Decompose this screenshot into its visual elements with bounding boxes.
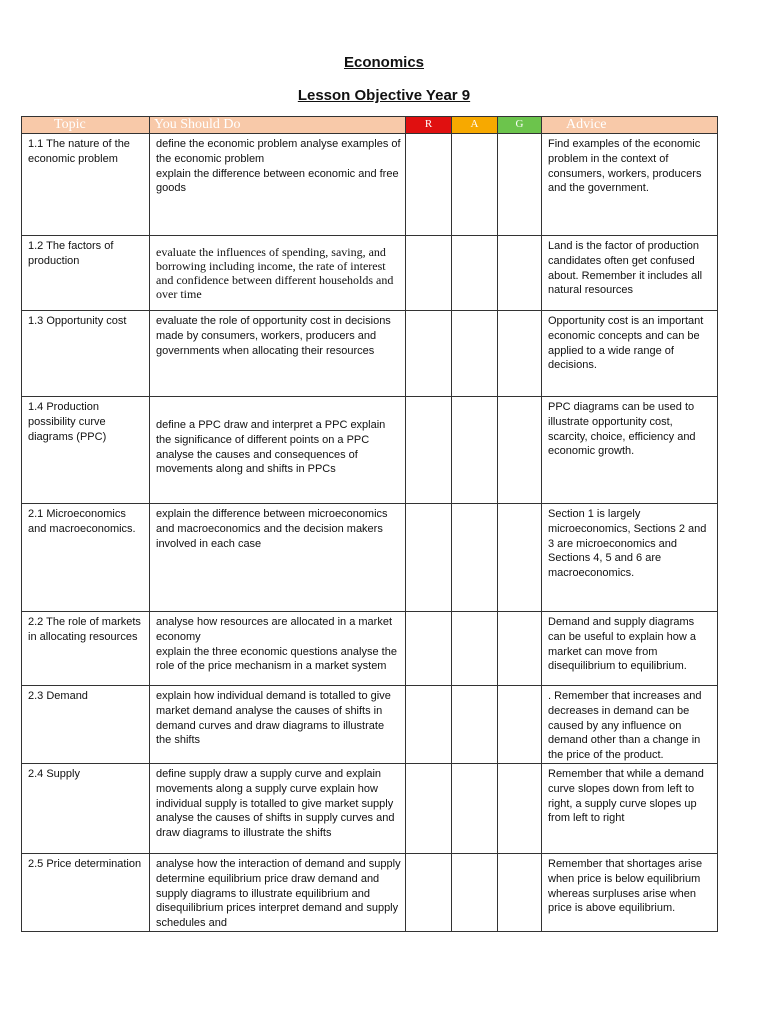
rag-a-cell[interactable] (452, 686, 498, 764)
table-header-row (22, 117, 718, 134)
header-you-should-do: You Should Do (150, 117, 406, 134)
objective-cell: define supply draw a supply curve and explain movements along a supply curve explain how individual supply is totalled to give market supply analyse the causes of shifts in supply curves and draw diagrams to illustrate the shifts (150, 764, 406, 854)
objective-cell (150, 236, 406, 311)
advice-cell: Land is the factor of production candidates often get confused about. Remember it includes all natural resources (542, 236, 718, 311)
objective-text: evaluate the influences of spending, saving, and borrowing including income, the rate of interest and confidence between different households and over time (156, 245, 394, 301)
topic-cell: 1.2 The factors of production (22, 236, 150, 311)
rag-r-cell[interactable] (406, 686, 452, 764)
advice-cell: . Remember that increases and decreases in demand can be caused by any influence on demand other than a change in the price of the product. (542, 686, 718, 764)
objective-cell (150, 134, 406, 236)
rag-r-cell[interactable] (406, 854, 452, 932)
rag-a-cell[interactable] (452, 764, 498, 854)
header-advice: Advice (542, 117, 718, 134)
objective-cell: analyse how the interaction of demand and supply determine equilibrium price draw demand and supply diagrams to illustrate equilibrium and disequilibrium prices interpret demand and supply schedules and (150, 854, 406, 932)
advice-cell: Remember that shortages arise when price is below equilibrium whereas surpluses arise when price is above equilibrium. (542, 854, 718, 932)
rag-a-cell[interactable] (452, 612, 498, 686)
rag-a-cell[interactable] (452, 504, 498, 612)
rag-r-cell[interactable] (406, 236, 452, 311)
advice-cell: Remember that while a demand curve slopes down from left to right, a supply curve slopes up from left to right (542, 764, 718, 854)
objective-text: define a PPC draw and interpret a PPC explain the significance of different points on a PPC analyse the causes and consequences of movements along and shifts in PPCs (156, 419, 386, 476)
advice-cell: Demand and supply diagrams can be useful to explain how a market can move from disequilibrium to equilibrium. (542, 612, 718, 686)
lesson-objective-table (21, 116, 718, 932)
rag-g-cell[interactable] (498, 504, 542, 612)
topic-cell: 1.1 The nature of the economic problem (22, 134, 150, 236)
topic-cell: 1.4 Production possibility curve diagrams (PPC) (22, 397, 150, 504)
rag-r-cell[interactable] (406, 134, 452, 236)
table-row (22, 764, 718, 854)
rag-a-cell[interactable] (452, 236, 498, 311)
advice-cell: PPC diagrams can be used to illustrate opportunity cost, scarcity, choice, efficiency and economic growth. (542, 397, 718, 504)
table-row (22, 397, 718, 504)
rag-g-cell[interactable] (498, 397, 542, 504)
topic-cell: 2.2 The role of markets in allocating resources (22, 612, 150, 686)
table-row (22, 236, 718, 311)
topic-cell: 2.1 Microeconomics and macroeconomics. (22, 504, 150, 612)
objective-text: analyse how resources are allocated in a market economy explain the three economic questions analyse the role of the price mechanism in a market system (156, 616, 397, 673)
header-g: G (498, 117, 542, 134)
table-row (22, 504, 718, 612)
objective-cell: explain the difference between microeconomics and macroeconomics and the decision makers involved in each case (150, 504, 406, 612)
rag-g-cell[interactable] (498, 854, 542, 932)
objective-text: define the economic problem analyse examples of the economic problem explain the difference between economic and free goods (156, 138, 401, 195)
advice-cell: Section 1 is largely microeconomics, Sections 2 and 3 are microeconomics and Sections 4, 5 and 6 are macroeconomics. (542, 504, 718, 612)
rag-r-cell[interactable] (406, 311, 452, 397)
rag-a-cell[interactable] (452, 854, 498, 932)
rag-r-cell[interactable] (406, 397, 452, 504)
rag-a-cell[interactable] (452, 134, 498, 236)
topic-cell: 2.4 Supply (22, 764, 150, 854)
objective-cell (150, 612, 406, 686)
topic-cell: 2.5 Price determination (22, 854, 150, 932)
rag-r-cell[interactable] (406, 504, 452, 612)
table-row (22, 134, 718, 236)
header-topic: Topic (22, 117, 150, 134)
header-a: A (452, 117, 498, 134)
table-row (22, 686, 718, 764)
table-row (22, 311, 718, 397)
rag-a-cell[interactable] (452, 311, 498, 397)
objective-cell: evaluate the role of opportunity cost in decisions made by consumers, workers, producers and governments when allocating their resources (150, 311, 406, 397)
rag-g-cell[interactable] (498, 311, 542, 397)
rag-r-cell[interactable] (406, 764, 452, 854)
document-subtitle: Lesson Objective Year 9 (297, 87, 471, 104)
table-row (22, 854, 718, 932)
document-title: Economics (343, 54, 425, 71)
rag-g-cell[interactable] (498, 134, 542, 236)
header-r: R (406, 117, 452, 134)
rag-g-cell[interactable] (498, 686, 542, 764)
rag-g-cell[interactable] (498, 764, 542, 854)
topic-cell: 1.3 Opportunity cost (22, 311, 150, 397)
rag-g-cell[interactable] (498, 236, 542, 311)
advice-cell: Opportunity cost is an important economic concepts and can be applied to a wide range of decisions. (542, 311, 718, 397)
rag-g-cell[interactable] (498, 612, 542, 686)
table-row (22, 612, 718, 686)
rag-r-cell[interactable] (406, 612, 452, 686)
topic-cell: 2.3 Demand (22, 686, 150, 764)
rag-a-cell[interactable] (452, 397, 498, 504)
advice-cell: Find examples of the economic problem in the context of consumers, workers, producers and the government. (542, 134, 718, 236)
objective-cell: explain how individual demand is totalled to give market demand analyse the causes of shifts in demand curves and draw diagrams to illustrate the shifts (150, 686, 406, 764)
objective-cell (150, 397, 406, 504)
